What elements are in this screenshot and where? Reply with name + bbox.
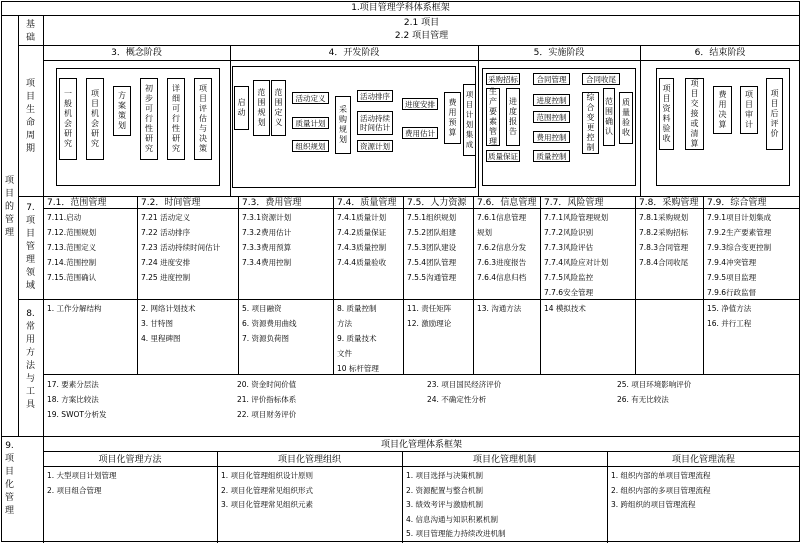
dev-activity-definition: 活动定义 (292, 92, 329, 104)
area-item: 7.7.4风险应对计划 (544, 258, 609, 267)
method-item: 方法 (337, 319, 352, 328)
area-item: 7.6.2信息分发 (477, 243, 527, 252)
framework-heading: 项目化管理流程 (671, 455, 735, 465)
dev-resource-plan: 资源计划 (357, 140, 393, 152)
area-item: 7.4.1质量计划 (337, 213, 387, 222)
area-heading: 7.2．时间管理 (141, 198, 201, 208)
dev-scheduling: 进度安排 (402, 98, 438, 110)
dev-cost-budget: 费用预算 (444, 92, 461, 144)
methods-label: 8.常用方法与工具 (25, 309, 35, 410)
area-item: 7.6.1信息管理 (477, 213, 527, 222)
impl-contract-management: 合同管理 (533, 73, 570, 85)
method-bottom-item: 22. 项目财务评价 (237, 410, 297, 419)
close-step-5: 项目后评价 (766, 78, 783, 150)
area-item: 7.22 活动排序 (141, 228, 191, 237)
method-item: 6. 资源费用曲线 (242, 319, 297, 328)
method-item: 14 模拟技术 (544, 304, 586, 313)
framework-heading: 项目化管理组织 (277, 455, 341, 465)
concept-step-4: 初步可行性研究 (140, 78, 158, 160)
phase-implementation: 5．实施阶段 (533, 48, 585, 58)
basis-item-project: 2.1 项目 (403, 18, 440, 28)
area-item: 7.4.2质量保证 (337, 228, 387, 237)
area-item: 7.3.3费用预算 (242, 243, 292, 252)
area-item: 7.7.3风险评估 (544, 243, 594, 252)
area-item: 7.12.范围规划 (47, 228, 97, 237)
impl-quality-acceptance: 质量验收 (619, 92, 633, 144)
method-bottom-item: 19. SWOT分析发 (47, 410, 107, 419)
framework-item: 3. 跨组织的项目管理流程 (611, 500, 696, 509)
area-item: 7.13.范围定义 (47, 243, 97, 252)
phase-closing: 6．结束阶段 (694, 48, 746, 58)
areas-label: 7.项目管理领域 (25, 203, 35, 291)
method-bottom-item: 17. 要素分层法 (47, 380, 99, 389)
area-item: 7.3.4费用控制 (242, 258, 292, 267)
method-item: 13. 沟通方法 (477, 304, 522, 313)
method-bottom-item: 20. 资金时间价值 (237, 380, 297, 389)
impl-progress-control: 进度控制 (533, 94, 570, 106)
area-item: 7.9.2生产要素管理 (707, 228, 772, 237)
method-item: 7. 资源负荷图 (242, 334, 290, 343)
area-item: 7.3.2费用估计 (242, 228, 292, 237)
basis-item-project-management: 2.2 项目管理 (394, 31, 449, 41)
close-step-3: 费用决算 (713, 86, 732, 134)
method-bottom-item: 24. 不确定性分析 (427, 395, 487, 404)
impl-contract-closure: 合同收尾 (582, 73, 620, 85)
framework-item: 3. 绩效考评与激励机制 (406, 500, 484, 509)
area-item: 7.6.4信息归档 (477, 273, 527, 282)
framework-item: 1. 项目化管理组织设计原则 (221, 471, 314, 480)
area-item: 7.5.3团队建设 (407, 243, 457, 252)
impl-scope-confirmation: 范围确认 (603, 88, 615, 146)
area-item: 7.25 进度控制 (141, 273, 191, 282)
impl-purchase-tender: 采购招标 (488, 74, 518, 84)
area-item: 7.8.3合同管理 (639, 243, 689, 252)
area-item: 7.7.6安全管理 (544, 288, 594, 297)
area-item: 7.9.4冲突管理 (707, 258, 757, 267)
framework-item: 1. 组织内部的单项目管理流程 (611, 471, 711, 480)
impl-quality-control: 质量控制 (533, 150, 570, 162)
dev-activity-sequencing: 活动排序 (357, 90, 393, 102)
framework-title: 项目化管理体系框架 (380, 440, 462, 450)
area-item: 7.7.2风险识别 (544, 228, 594, 237)
method-item: 2. 网络计划技术 (141, 304, 196, 313)
impl-cost-control: 费用控制 (533, 131, 570, 143)
impl-scope-control: 范围控制 (533, 111, 570, 123)
area-item: 7.7.1风险管理规划 (544, 213, 609, 222)
area-item: 7.7.5风险监控 (544, 273, 594, 282)
method-bottom-item: 18. 方案比较法 (47, 395, 99, 404)
concept-step-5: 详细可行性研究 (167, 78, 185, 160)
close-step-1: 项目资料验收 (659, 78, 674, 150)
framework-item: 2. 项目化管理常见组织形式 (221, 485, 314, 495)
method-item: 11. 责任矩阵 (407, 304, 452, 313)
area-item: 7.8.1采购规划 (639, 213, 689, 222)
area-heading: 7.8．采购管理 (639, 198, 699, 208)
framework-item: 2. 组织内部的多项目管理流程 (611, 485, 711, 495)
lifecycle-label: 项目生命周期 (25, 79, 35, 154)
framework-item: 1. 大型项目计划管理 (47, 471, 117, 480)
dev-quality-plan: 质量计划 (292, 117, 329, 129)
method-item: 文件 (337, 349, 352, 358)
area-item: 7.5.4团队管理 (407, 258, 457, 267)
method-item: 16. 并行工程 (707, 319, 752, 328)
method-item: 4. 里程碑图 (141, 334, 181, 343)
area-item: 7.5.2团队组建 (407, 228, 457, 237)
method-item: 8. 质量控制 (337, 304, 377, 313)
framework-label: 9.项目化管理 (4, 441, 14, 516)
area-item: 7.15.范围确认 (47, 273, 97, 282)
dev-procurement-planning: 采购规划 (335, 96, 351, 154)
page-title: 1.项目管理学科体系框架 (351, 3, 450, 13)
method-item: 10 标杆管理 (337, 364, 379, 373)
framework-item: 5. 项目管理能力持续改进机制 (406, 529, 506, 538)
method-bottom-item: 26. 有无比较法 (617, 395, 669, 404)
area-item: 7.4.4质量验收 (337, 258, 387, 267)
phase-development: 4．开发阶段 (328, 48, 380, 58)
impl-quality-assurance: 质量保证 (488, 151, 518, 161)
area-item: 7.23 活动持续时间估计 (141, 243, 221, 252)
area-item: 7.9.3综合变更控制 (707, 243, 772, 252)
dev-org-planning: 组织规划 (292, 140, 329, 152)
basis-label: 基础 (25, 20, 35, 43)
area-item: 7.9.6行政监督 (707, 288, 757, 297)
area-heading: 7.1．范围管理 (47, 198, 107, 208)
area-item: 7.8.2采购招标 (639, 228, 689, 237)
area-heading: 7.4．质量管理 (337, 198, 397, 208)
area-heading: 7.6．信息管理 (477, 198, 537, 208)
area-item: 7.11.启动 (47, 213, 82, 222)
framework-item: 3. 项目化管理常见组织元素 (221, 500, 314, 509)
area-item: 7.6.3进度报告 (477, 258, 527, 267)
framework-item: 1. 项目选择与决策机制 (406, 471, 484, 480)
impl-change-control: 综合变更控制 (582, 92, 599, 154)
area-item: 7.21 活动定义 (141, 213, 191, 222)
method-bottom-item: 21. 评价指标体系 (237, 395, 297, 404)
left-label-project-management: 项目的管理 (4, 176, 14, 238)
area-item: 7.14.范围控制 (47, 258, 97, 267)
area-heading: 7.5．人力资源 (407, 198, 467, 208)
framework-heading: 项目化管理方法 (98, 455, 162, 465)
impl-progress-report: 进度报告 (506, 88, 520, 146)
area-item: 7.8.4合同收尾 (639, 258, 689, 267)
area-item: 7.4.3质量控制 (337, 243, 387, 252)
framework-heading: 项目化管理机制 (472, 455, 536, 465)
dev-cost-estimate: 费用估计 (402, 127, 438, 139)
phase-concept: 3．概念阶段 (111, 48, 162, 58)
framework-item: 4. 信息沟通与知识积累机制 (406, 514, 499, 524)
concept-step-3: 方案策划 (113, 86, 131, 136)
area-heading: 7.9．综合管理 (707, 198, 767, 208)
method-item: 12. 激励理论 (407, 319, 452, 328)
method-item: 5. 项目融资 (242, 304, 282, 313)
area-item: 7.5.5沟通管理 (407, 273, 457, 282)
dev-duration-estimate: 活动持续时间估计 (357, 111, 393, 135)
concept-step-6: 项目评估与决策 (194, 78, 212, 160)
framework-item: 2. 资源配置与整合机制 (406, 485, 484, 495)
dev-plan-integration: 项目计划集成 (463, 84, 476, 156)
method-item: 9. 质量技术 (337, 334, 377, 343)
impl-production-factors: 生产要素管理 (486, 88, 500, 146)
area-heading: 7.7．风险管理 (544, 198, 604, 208)
area-item: 7.24 进度安排 (141, 258, 191, 267)
concept-step-1: 一般机会研究 (59, 78, 77, 160)
method-bottom-item: 23. 项目国民经济评价 (427, 380, 502, 389)
area-heading: 7.3．费用管理 (242, 198, 302, 208)
area-item: 规划 (477, 228, 492, 237)
method-item: 1. 工作分解结构 (47, 304, 102, 313)
close-step-2: 项目交接或清算 (685, 78, 704, 150)
area-item: 7.3.1资源计划 (242, 213, 292, 222)
framework-item: 2. 项目组合管理 (47, 485, 102, 495)
method-item: 3. 甘特图 (141, 319, 174, 328)
area-item: 7.9.5项目监理 (707, 273, 757, 282)
dev-start: 启动 (234, 86, 249, 130)
area-item: 7.9.1项目计划集成 (707, 213, 772, 222)
dev-scope-planning: 范围规划 (253, 80, 270, 136)
method-bottom-item: 25. 项目环境影响评价 (617, 380, 692, 389)
dev-scope-definition: 范围定义 (271, 80, 286, 136)
area-item: 7.5.1组织规划 (407, 213, 457, 222)
concept-step-2: 项目机会研究 (86, 78, 104, 160)
method-item: 15. 净值方法 (707, 304, 752, 313)
close-step-4: 项目审计 (740, 86, 758, 134)
